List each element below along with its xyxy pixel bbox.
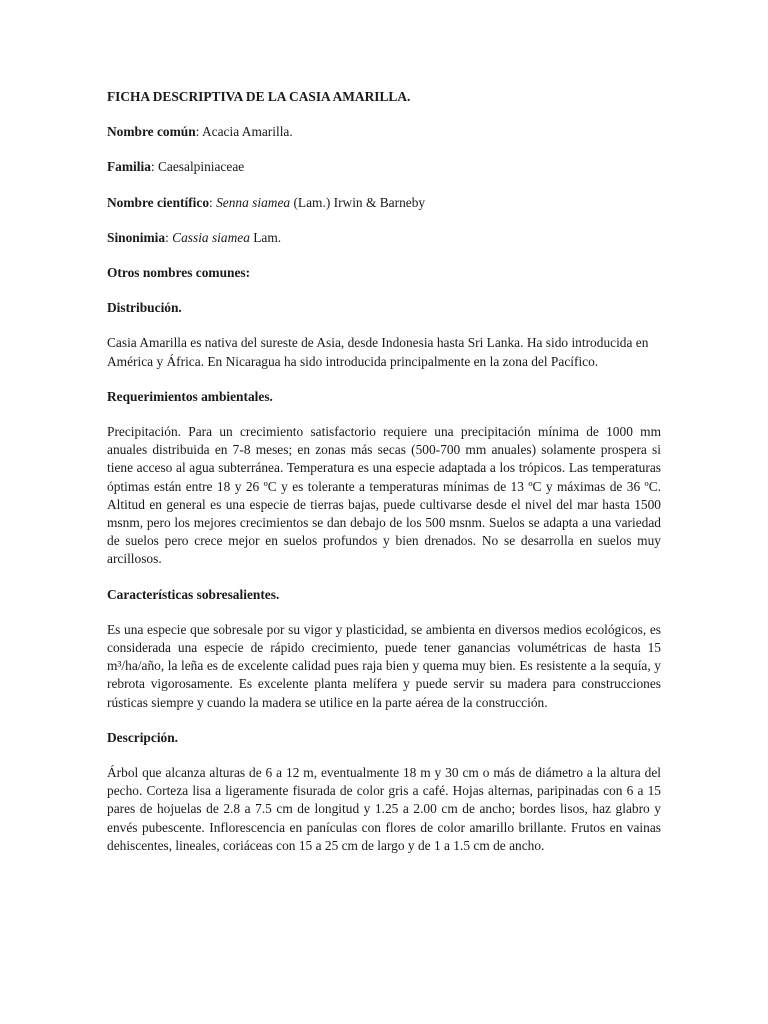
environment-heading: Requerimientos ambientales. [107,388,273,404]
features-text: Es una especie que sobresale por su vigor y plasticidad, se ambienta en diversos medios ecológicos, es considerada una especie de rápido crecimiento, puede tener ganancias volumétricas de hasta 15 m³/ha/año, la leña es de excelente calidad pues raja bien y quema muy bien. Es resistente a la sequía, y rebrota vigorosamente. Es excelente planta melífera y puede servir su madera para construcciones rústicas siempre y cuando la madera se utilice en la parte aérea de la construcción. [107,621,661,710]
scientific-name-field: Nombre científico: Senna siamea (Lam.) Irwin & Barneby [107,194,426,210]
distribution-heading: Distribución. [107,300,182,316]
scientific-name-authority: (Lam.) Irwin & Barneby [293,194,426,210]
family-label: Familia [107,159,151,175]
synonym-authority: Lam. [253,229,282,245]
document-title: FICHA DESCRIPTIVA DE LA CASIA AMARILLA. [107,89,411,104]
features-heading: Características sobresalientes. [107,586,280,602]
common-name-field: Nombre común: Acacia Amarilla. [107,124,293,140]
family-field: Familia: Caesalpiniaceae [107,159,245,175]
scientific-name-label: Nombre científico [107,194,210,210]
description-text: Árbol que alcanza alturas de 6 a 12 m, eventualmente 18 m y 30 cm o más de diámetro a la altura del pecho. Corteza lisa a ligeramente fisurada de color gris a café. Hojas alternas, paripinadas con 6 a 15 pares de hojuelas de 2.8 a 7.5 cm de longitud y 1.25 a 2.00 cm de ancho; bordes lisos, haz glabro y envés pubescente. Inflorescencia en panículas con flores de color amarillo brillante. Frutos en vainas dehiscentes, lineales, coriáceas con 15 a 25 cm de largo y de 1 a 1.5 cm de ancho. [107,765,661,853]
synonym-field: Sinonimia: Cassia siamea Lam. [107,229,282,245]
common-name-label: Nombre común [107,124,196,140]
family-value: Caesalpiniaceae [157,159,245,175]
description-heading: Descripción. [107,729,179,745]
synonym-label: Sinonimia [107,229,166,245]
document-body [107,88,661,872]
scientific-name-italic: Senna siamea [216,194,291,210]
environment-text: Precipitación. Para un crecimiento satisfactorio requiere una precipitación mínima de 1000 mm anuales distribuida en 7-8 meses; en zonas más secas (500-700 mm anuales) solamente prospera si tiene acceso al agua subterránea. Temperatura es una especie adaptada a los trópicos. Las temperaturas óptimas están entre 18 y 26 ºC y es tolerante a temperaturas mínimas de 13 ºC y máximas de 36 ºC. Altitud en general es una especie de tierras bajas, puede cultivarse desde el nivel del mar hasta 1500 msnm, pero los mejores crecimientos se dan debajo de los 500 msnm. Suelos se adapta a una variedad de suelos pero crece mejor en suelos profundos y bien drenados. No se desarrolla en suelos muy arcillosos. [107,424,661,567]
common-name-value: Acacia Amarilla. [202,124,293,140]
synonym-italic: Cassia siamea [172,229,250,245]
distribution-text: Casia Amarilla es nativa del sureste de Asia, desde Indonesia hasta Sri Lanka. Ha sido introducida en América y África. En Nicaragua ha sido introducida principalmente en la zona del Pacífico. [107,335,649,369]
other-names-heading: Otros nombres comunes: [107,265,251,281]
